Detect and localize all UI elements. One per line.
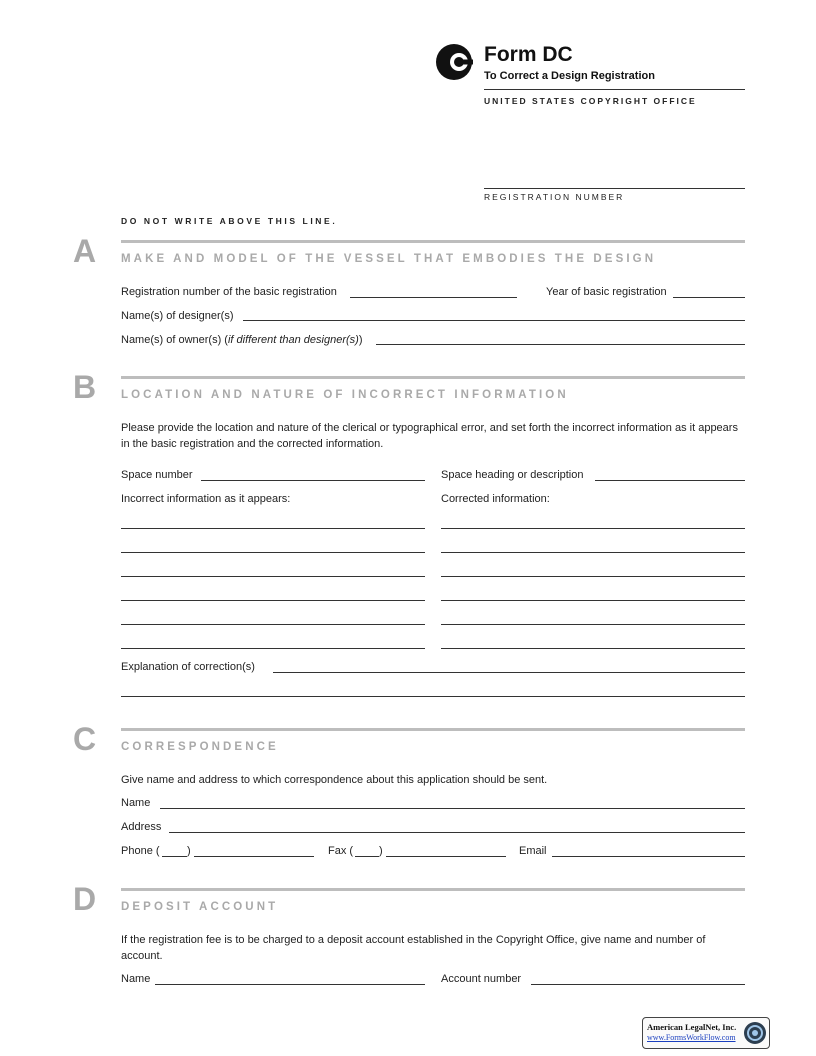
copyright-office-logo-icon — [435, 42, 475, 82]
fax-area-code-field[interactable] — [355, 856, 379, 857]
email-field[interactable] — [552, 856, 745, 857]
correspondence-name-label: Name — [121, 797, 151, 809]
incorrect-info-field[interactable] — [121, 648, 425, 649]
section-letter: B — [73, 369, 97, 405]
header-rule — [484, 89, 745, 90]
space-number-field[interactable] — [201, 480, 425, 481]
designers-label: Name(s) of designer(s) — [121, 310, 234, 322]
space-heading-field[interactable] — [595, 480, 745, 481]
section-c-instructions: Give name and address to which correspondence about this application should be sent. — [121, 774, 548, 786]
corrected-info-field[interactable] — [441, 600, 745, 601]
phone-close-paren: ) — [187, 845, 191, 857]
corrected-info-field[interactable] — [441, 624, 745, 625]
deposit-name-label: Name — [121, 973, 151, 985]
section-b-instructions: Please provide the location and nature of the clerical or typographical error, and set forth the incorrect information as it appears in the basic registration and the corrected information. — [121, 422, 738, 450]
section-letter: C — [73, 721, 97, 757]
office-name: UNITED STATES COPYRIGHT OFFICE — [484, 96, 697, 106]
owners-field[interactable] — [376, 344, 745, 345]
designers-field[interactable] — [243, 320, 745, 321]
basic-registration-field[interactable] — [350, 297, 517, 298]
incorrect-info-field[interactable] — [121, 600, 425, 601]
explanation-field[interactable] — [121, 696, 745, 697]
section-title: LOCATION AND NATURE OF INCORRECT INFORMATION — [121, 389, 569, 401]
section-divider — [121, 728, 745, 731]
email-label: Email — [519, 845, 547, 857]
publisher-badge[interactable] — [642, 1017, 770, 1049]
publisher-website[interactable]: www.FormsWorkFlow.com — [647, 1033, 736, 1042]
phone-number-field[interactable] — [194, 856, 314, 857]
phone-area-code-field[interactable] — [162, 856, 187, 857]
fax-number-field[interactable] — [386, 856, 506, 857]
account-number-label: Account number — [441, 973, 522, 985]
corrected-info-field[interactable] — [441, 528, 745, 529]
explanation-field[interactable] — [273, 672, 745, 673]
form-title: Form DC — [484, 43, 573, 66]
incorrect-info-field[interactable] — [121, 528, 425, 529]
section-divider — [121, 888, 745, 891]
corrected-info-field[interactable] — [441, 552, 745, 553]
year-field[interactable] — [673, 297, 745, 298]
corrected-info-field[interactable] — [441, 648, 745, 649]
section-letter: D — [73, 881, 97, 917]
address-field[interactable] — [169, 832, 745, 833]
basic-registration-label: Registration number of the basic registration — [121, 286, 337, 298]
section-divider — [121, 240, 745, 243]
phone-label: Phone ( — [121, 845, 160, 857]
corrected-info-field[interactable] — [441, 576, 745, 577]
account-number-field[interactable] — [531, 984, 745, 985]
section-title: CORRESPONDENCE — [121, 741, 279, 753]
fax-close-paren: ) — [379, 845, 383, 857]
year-label: Year of basic registration — [546, 286, 667, 298]
space-heading-label: Space heading or description — [441, 469, 584, 481]
section-letter: A — [73, 233, 97, 269]
incorrect-info-field[interactable] — [121, 576, 425, 577]
owners-label: Name(s) of owner(s) (if different than designer(s)) — [121, 334, 363, 346]
do-not-write-notice: DO NOT WRITE ABOVE THIS LINE. — [121, 216, 338, 226]
address-label: Address — [121, 821, 162, 833]
deposit-name-field[interactable] — [155, 984, 425, 985]
registration-number-label: REGISTRATION NUMBER — [484, 192, 625, 202]
incorrect-info-label: Incorrect information as it appears: — [121, 493, 291, 505]
explanation-label: Explanation of correction(s) — [121, 661, 255, 673]
section-title: MAKE AND MODEL OF THE VESSEL THAT EMBODIES THE DESIGN — [121, 253, 657, 265]
registration-number-field[interactable] — [484, 188, 745, 189]
incorrect-info-field[interactable] — [121, 552, 425, 553]
globe-icon — [743, 1021, 767, 1045]
incorrect-info-field[interactable] — [121, 624, 425, 625]
correspondence-name-field[interactable] — [160, 808, 745, 809]
section-d-instructions: If the registration fee is to be charged to a deposit account established in the Copyright Office, give name and number of account. — [121, 934, 706, 962]
form-subtitle: To Correct a Design Registration — [484, 70, 655, 82]
corrected-info-label: Corrected information: — [441, 493, 550, 505]
section-divider — [121, 376, 745, 379]
section-title: DEPOSIT ACCOUNT — [121, 901, 279, 913]
publisher-name: American LegalNet, Inc. — [647, 1022, 737, 1032]
space-number-label: Space number — [121, 469, 193, 481]
fax-label: Fax ( — [328, 845, 354, 857]
